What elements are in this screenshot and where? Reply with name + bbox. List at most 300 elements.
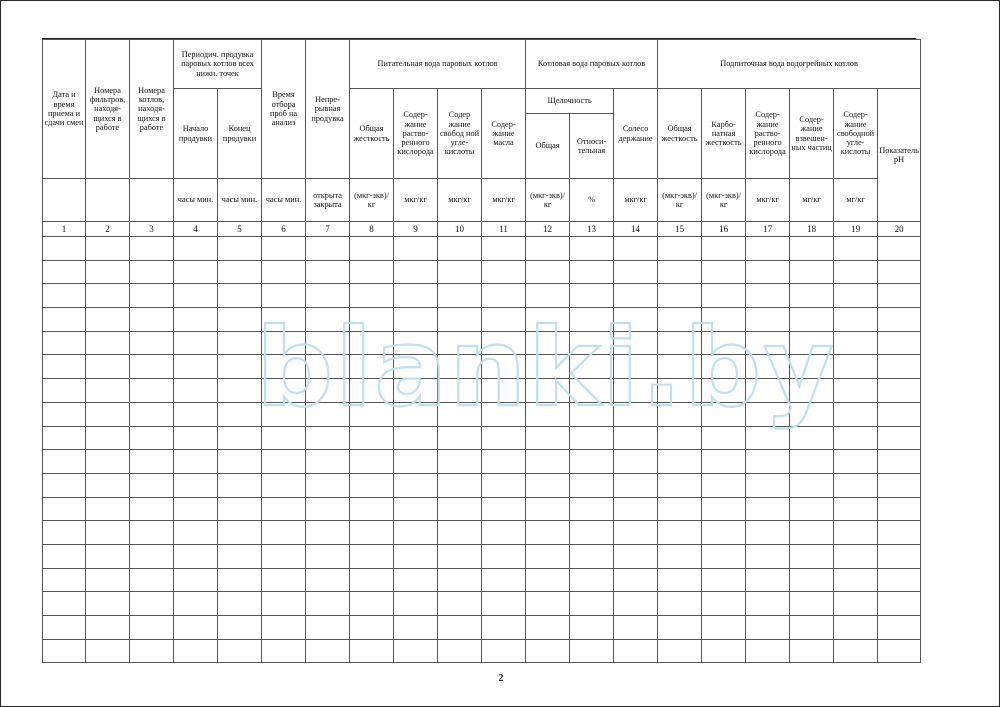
table-cell[interactable]: [218, 616, 262, 640]
table-cell[interactable]: [614, 260, 658, 284]
table-cell[interactable]: [394, 355, 438, 379]
table-cell[interactable]: [174, 450, 218, 474]
table-cell[interactable]: [570, 497, 614, 521]
table-cell[interactable]: [834, 379, 878, 403]
table-cell[interactable]: [570, 379, 614, 403]
table-cell[interactable]: [790, 379, 834, 403]
table-cell[interactable]: [130, 544, 174, 568]
table-cell[interactable]: [394, 402, 438, 426]
table-cell[interactable]: [658, 497, 702, 521]
table-cell[interactable]: [702, 639, 746, 663]
table-cell[interactable]: [43, 473, 86, 497]
table-cell[interactable]: [350, 521, 394, 545]
table-cell[interactable]: [306, 497, 350, 521]
table-cell[interactable]: [526, 473, 570, 497]
table-cell[interactable]: [350, 544, 394, 568]
table-cell[interactable]: [702, 616, 746, 640]
table-cell[interactable]: [834, 331, 878, 355]
table-cell[interactable]: [482, 402, 526, 426]
table-cell[interactable]: [878, 355, 921, 379]
table-cell[interactable]: [878, 260, 921, 284]
table-cell[interactable]: [746, 426, 790, 450]
table-cell[interactable]: [438, 308, 482, 332]
table-cell[interactable]: [834, 260, 878, 284]
table-cell[interactable]: [570, 355, 614, 379]
table-cell[interactable]: [790, 450, 834, 474]
table-cell[interactable]: [394, 379, 438, 403]
table-cell[interactable]: [658, 616, 702, 640]
table-cell[interactable]: [702, 355, 746, 379]
table-cell[interactable]: [174, 568, 218, 592]
table-cell[interactable]: [174, 379, 218, 403]
table-cell[interactable]: [262, 237, 306, 261]
table-cell[interactable]: [43, 544, 86, 568]
table-cell[interactable]: [262, 450, 306, 474]
table-cell[interactable]: [43, 568, 86, 592]
table-cell[interactable]: [878, 497, 921, 521]
table-cell[interactable]: [746, 260, 790, 284]
table-cell[interactable]: [262, 592, 306, 616]
table-cell[interactable]: [306, 544, 350, 568]
table-cell[interactable]: [306, 331, 350, 355]
table-cell[interactable]: [482, 568, 526, 592]
table-cell[interactable]: [702, 450, 746, 474]
table-cell[interactable]: [394, 592, 438, 616]
table-cell[interactable]: [746, 355, 790, 379]
table-cell[interactable]: [350, 331, 394, 355]
table-cell[interactable]: [262, 497, 306, 521]
table-cell[interactable]: [86, 426, 130, 450]
table-cell[interactable]: [394, 260, 438, 284]
table-cell[interactable]: [482, 355, 526, 379]
table-cell[interactable]: [834, 497, 878, 521]
table-cell[interactable]: [702, 426, 746, 450]
table-cell[interactable]: [306, 260, 350, 284]
table-cell[interactable]: [482, 284, 526, 308]
table-cell[interactable]: [482, 616, 526, 640]
table-cell[interactable]: [174, 521, 218, 545]
table-cell[interactable]: [262, 473, 306, 497]
table-cell[interactable]: [350, 426, 394, 450]
table-cell[interactable]: [306, 521, 350, 545]
table-cell[interactable]: [218, 639, 262, 663]
table-cell[interactable]: [526, 426, 570, 450]
table-cell[interactable]: [790, 402, 834, 426]
table-cell[interactable]: [86, 592, 130, 616]
table-cell[interactable]: [43, 260, 86, 284]
table-cell[interactable]: [350, 616, 394, 640]
table-cell[interactable]: [790, 568, 834, 592]
table-cell[interactable]: [43, 639, 86, 663]
table-cell[interactable]: [306, 639, 350, 663]
table-cell[interactable]: [86, 237, 130, 261]
table-cell[interactable]: [350, 260, 394, 284]
table-cell[interactable]: [702, 402, 746, 426]
table-cell[interactable]: [790, 284, 834, 308]
table-cell[interactable]: [790, 426, 834, 450]
table-cell[interactable]: [702, 308, 746, 332]
table-cell[interactable]: [614, 379, 658, 403]
table-cell[interactable]: [570, 544, 614, 568]
table-cell[interactable]: [570, 331, 614, 355]
table-cell[interactable]: [746, 473, 790, 497]
table-cell[interactable]: [834, 544, 878, 568]
table-cell[interactable]: [438, 284, 482, 308]
table-cell[interactable]: [262, 308, 306, 332]
table-cell[interactable]: [878, 308, 921, 332]
table-cell[interactable]: [262, 355, 306, 379]
table-cell[interactable]: [878, 450, 921, 474]
table-cell[interactable]: [790, 308, 834, 332]
table-cell[interactable]: [878, 473, 921, 497]
table-cell[interactable]: [174, 237, 218, 261]
table-cell[interactable]: [43, 521, 86, 545]
table-cell[interactable]: [130, 568, 174, 592]
table-cell[interactable]: [350, 237, 394, 261]
table-cell[interactable]: [702, 379, 746, 403]
table-cell[interactable]: [570, 237, 614, 261]
table-cell[interactable]: [438, 497, 482, 521]
table-cell[interactable]: [43, 402, 86, 426]
table-cell[interactable]: [834, 355, 878, 379]
table-cell[interactable]: [394, 616, 438, 640]
table-cell[interactable]: [262, 379, 306, 403]
table-cell[interactable]: [614, 616, 658, 640]
table-cell[interactable]: [438, 616, 482, 640]
table-cell[interactable]: [482, 260, 526, 284]
table-cell[interactable]: [306, 355, 350, 379]
table-cell[interactable]: [438, 521, 482, 545]
table-cell[interactable]: [218, 308, 262, 332]
table-cell[interactable]: [570, 616, 614, 640]
table-cell[interactable]: [262, 402, 306, 426]
table-cell[interactable]: [834, 521, 878, 545]
table-cell[interactable]: [306, 616, 350, 640]
table-cell[interactable]: [438, 237, 482, 261]
table-cell[interactable]: [262, 426, 306, 450]
table-cell[interactable]: [174, 284, 218, 308]
table-cell[interactable]: [526, 568, 570, 592]
table-cell[interactable]: [174, 592, 218, 616]
table-cell[interactable]: [658, 237, 702, 261]
table-cell[interactable]: [350, 592, 394, 616]
table-cell[interactable]: [174, 331, 218, 355]
table-cell[interactable]: [658, 473, 702, 497]
table-cell[interactable]: [878, 592, 921, 616]
table-cell[interactable]: [350, 639, 394, 663]
table-cell[interactable]: [130, 473, 174, 497]
table-cell[interactable]: [746, 284, 790, 308]
table-cell[interactable]: [306, 568, 350, 592]
table-cell[interactable]: [218, 592, 262, 616]
table-cell[interactable]: [746, 450, 790, 474]
table-cell[interactable]: [218, 379, 262, 403]
table-cell[interactable]: [350, 379, 394, 403]
table-cell[interactable]: [526, 284, 570, 308]
table-cell[interactable]: [86, 639, 130, 663]
table-cell[interactable]: [130, 402, 174, 426]
table-cell[interactable]: [878, 426, 921, 450]
table-cell[interactable]: [394, 308, 438, 332]
table-cell[interactable]: [614, 568, 658, 592]
table-cell[interactable]: [130, 260, 174, 284]
table-cell[interactable]: [43, 497, 86, 521]
table-cell[interactable]: [482, 497, 526, 521]
table-cell[interactable]: [306, 450, 350, 474]
table-cell[interactable]: [43, 308, 86, 332]
table-cell[interactable]: [526, 639, 570, 663]
table-cell[interactable]: [482, 544, 526, 568]
table-cell[interactable]: [438, 568, 482, 592]
table-cell[interactable]: [174, 355, 218, 379]
table-cell[interactable]: [86, 544, 130, 568]
table-cell[interactable]: [130, 639, 174, 663]
table-cell[interactable]: [350, 308, 394, 332]
table-cell[interactable]: [394, 331, 438, 355]
table-cell[interactable]: [526, 544, 570, 568]
table-cell[interactable]: [570, 426, 614, 450]
table-cell[interactable]: [878, 237, 921, 261]
table-cell[interactable]: [834, 568, 878, 592]
table-cell[interactable]: [658, 355, 702, 379]
table-cell[interactable]: [394, 237, 438, 261]
table-cell[interactable]: [438, 331, 482, 355]
table-cell[interactable]: [746, 237, 790, 261]
table-cell[interactable]: [658, 284, 702, 308]
table-cell[interactable]: [130, 426, 174, 450]
table-cell[interactable]: [482, 331, 526, 355]
table-cell[interactable]: [790, 544, 834, 568]
table-cell[interactable]: [658, 544, 702, 568]
table-cell[interactable]: [790, 497, 834, 521]
table-cell[interactable]: [834, 402, 878, 426]
table-cell[interactable]: [746, 592, 790, 616]
table-cell[interactable]: [86, 402, 130, 426]
table-cell[interactable]: [262, 331, 306, 355]
table-cell[interactable]: [746, 308, 790, 332]
table-cell[interactable]: [834, 639, 878, 663]
table-cell[interactable]: [790, 473, 834, 497]
table-cell[interactable]: [262, 284, 306, 308]
table-cell[interactable]: [174, 639, 218, 663]
table-cell[interactable]: [570, 521, 614, 545]
table-cell[interactable]: [614, 450, 658, 474]
table-cell[interactable]: [658, 308, 702, 332]
table-cell[interactable]: [526, 308, 570, 332]
table-cell[interactable]: [614, 473, 658, 497]
table-cell[interactable]: [130, 616, 174, 640]
table-cell[interactable]: [306, 426, 350, 450]
table-cell[interactable]: [746, 331, 790, 355]
table-cell[interactable]: [350, 473, 394, 497]
table-cell[interactable]: [218, 568, 262, 592]
table-cell[interactable]: [702, 284, 746, 308]
table-cell[interactable]: [218, 497, 262, 521]
table-cell[interactable]: [174, 497, 218, 521]
table-cell[interactable]: [262, 616, 306, 640]
table-cell[interactable]: [130, 284, 174, 308]
table-cell[interactable]: [482, 426, 526, 450]
table-cell[interactable]: [394, 544, 438, 568]
table-cell[interactable]: [43, 237, 86, 261]
table-cell[interactable]: [218, 473, 262, 497]
table-cell[interactable]: [658, 379, 702, 403]
table-cell[interactable]: [878, 331, 921, 355]
table-cell[interactable]: [350, 568, 394, 592]
table-cell[interactable]: [394, 426, 438, 450]
table-cell[interactable]: [43, 331, 86, 355]
table-cell[interactable]: [306, 284, 350, 308]
table-cell[interactable]: [438, 592, 482, 616]
table-cell[interactable]: [570, 308, 614, 332]
table-cell[interactable]: [746, 568, 790, 592]
table-cell[interactable]: [526, 616, 570, 640]
table-cell[interactable]: [43, 355, 86, 379]
table-cell[interactable]: [614, 592, 658, 616]
table-cell[interactable]: [526, 450, 570, 474]
table-cell[interactable]: [834, 450, 878, 474]
table-cell[interactable]: [614, 497, 658, 521]
table-cell[interactable]: [878, 639, 921, 663]
table-cell[interactable]: [614, 521, 658, 545]
table-cell[interactable]: [350, 284, 394, 308]
table-cell[interactable]: [174, 616, 218, 640]
table-cell[interactable]: [218, 544, 262, 568]
table-cell[interactable]: [746, 497, 790, 521]
table-cell[interactable]: [526, 237, 570, 261]
table-cell[interactable]: [438, 473, 482, 497]
table-cell[interactable]: [834, 308, 878, 332]
table-cell[interactable]: [658, 592, 702, 616]
table-cell[interactable]: [702, 592, 746, 616]
table-cell[interactable]: [130, 237, 174, 261]
table-cell[interactable]: [658, 426, 702, 450]
table-cell[interactable]: [834, 426, 878, 450]
table-cell[interactable]: [86, 284, 130, 308]
table-cell[interactable]: [526, 260, 570, 284]
table-cell[interactable]: [438, 639, 482, 663]
table-cell[interactable]: [394, 568, 438, 592]
table-cell[interactable]: [394, 497, 438, 521]
table-cell[interactable]: [878, 521, 921, 545]
table-cell[interactable]: [218, 355, 262, 379]
table-cell[interactable]: [614, 284, 658, 308]
table-cell[interactable]: [130, 308, 174, 332]
table-cell[interactable]: [746, 379, 790, 403]
table-cell[interactable]: [394, 450, 438, 474]
table-cell[interactable]: [130, 331, 174, 355]
table-cell[interactable]: [43, 592, 86, 616]
table-cell[interactable]: [130, 521, 174, 545]
table-cell[interactable]: [526, 497, 570, 521]
table-cell[interactable]: [658, 331, 702, 355]
table-cell[interactable]: [834, 592, 878, 616]
table-cell[interactable]: [614, 331, 658, 355]
table-cell[interactable]: [306, 402, 350, 426]
table-cell[interactable]: [658, 639, 702, 663]
table-cell[interactable]: [262, 260, 306, 284]
table-cell[interactable]: [746, 544, 790, 568]
table-cell[interactable]: [702, 521, 746, 545]
table-cell[interactable]: [43, 450, 86, 474]
table-cell[interactable]: [43, 616, 86, 640]
table-cell[interactable]: [570, 473, 614, 497]
table-cell[interactable]: [790, 616, 834, 640]
table-cell[interactable]: [86, 616, 130, 640]
table-cell[interactable]: [526, 355, 570, 379]
table-cell[interactable]: [834, 473, 878, 497]
table-cell[interactable]: [218, 402, 262, 426]
table-cell[interactable]: [86, 355, 130, 379]
table-cell[interactable]: [570, 639, 614, 663]
table-cell[interactable]: [614, 639, 658, 663]
table-cell[interactable]: [570, 568, 614, 592]
table-cell[interactable]: [878, 402, 921, 426]
table-cell[interactable]: [438, 402, 482, 426]
table-cell[interactable]: [746, 402, 790, 426]
table-cell[interactable]: [394, 473, 438, 497]
table-cell[interactable]: [86, 260, 130, 284]
table-cell[interactable]: [482, 237, 526, 261]
table-cell[interactable]: [130, 379, 174, 403]
table-cell[interactable]: [218, 331, 262, 355]
table-cell[interactable]: [218, 260, 262, 284]
table-cell[interactable]: [834, 237, 878, 261]
table-cell[interactable]: [438, 379, 482, 403]
table-cell[interactable]: [702, 473, 746, 497]
table-cell[interactable]: [218, 237, 262, 261]
table-cell[interactable]: [86, 450, 130, 474]
table-cell[interactable]: [86, 473, 130, 497]
table-cell[interactable]: [790, 260, 834, 284]
table-cell[interactable]: [614, 402, 658, 426]
table-cell[interactable]: [570, 260, 614, 284]
table-cell[interactable]: [658, 568, 702, 592]
table-cell[interactable]: [482, 473, 526, 497]
table-cell[interactable]: [306, 473, 350, 497]
table-cell[interactable]: [306, 237, 350, 261]
table-cell[interactable]: [746, 521, 790, 545]
table-cell[interactable]: [174, 260, 218, 284]
table-cell[interactable]: [878, 544, 921, 568]
table-cell[interactable]: [702, 237, 746, 261]
table-cell[interactable]: [658, 260, 702, 284]
table-cell[interactable]: [790, 639, 834, 663]
table-cell[interactable]: [702, 260, 746, 284]
table-cell[interactable]: [218, 284, 262, 308]
table-cell[interactable]: [834, 616, 878, 640]
table-cell[interactable]: [482, 308, 526, 332]
table-cell[interactable]: [86, 568, 130, 592]
table-cell[interactable]: [790, 592, 834, 616]
table-cell[interactable]: [174, 308, 218, 332]
table-cell[interactable]: [790, 355, 834, 379]
table-cell[interactable]: [702, 331, 746, 355]
table-cell[interactable]: [702, 544, 746, 568]
table-cell[interactable]: [614, 355, 658, 379]
table-cell[interactable]: [526, 402, 570, 426]
table-cell[interactable]: [262, 568, 306, 592]
table-cell[interactable]: [174, 544, 218, 568]
table-cell[interactable]: [262, 544, 306, 568]
table-cell[interactable]: [394, 639, 438, 663]
table-cell[interactable]: [174, 402, 218, 426]
table-cell[interactable]: [350, 497, 394, 521]
table-cell[interactable]: [130, 592, 174, 616]
table-cell[interactable]: [702, 568, 746, 592]
table-cell[interactable]: [86, 379, 130, 403]
table-cell[interactable]: [614, 426, 658, 450]
